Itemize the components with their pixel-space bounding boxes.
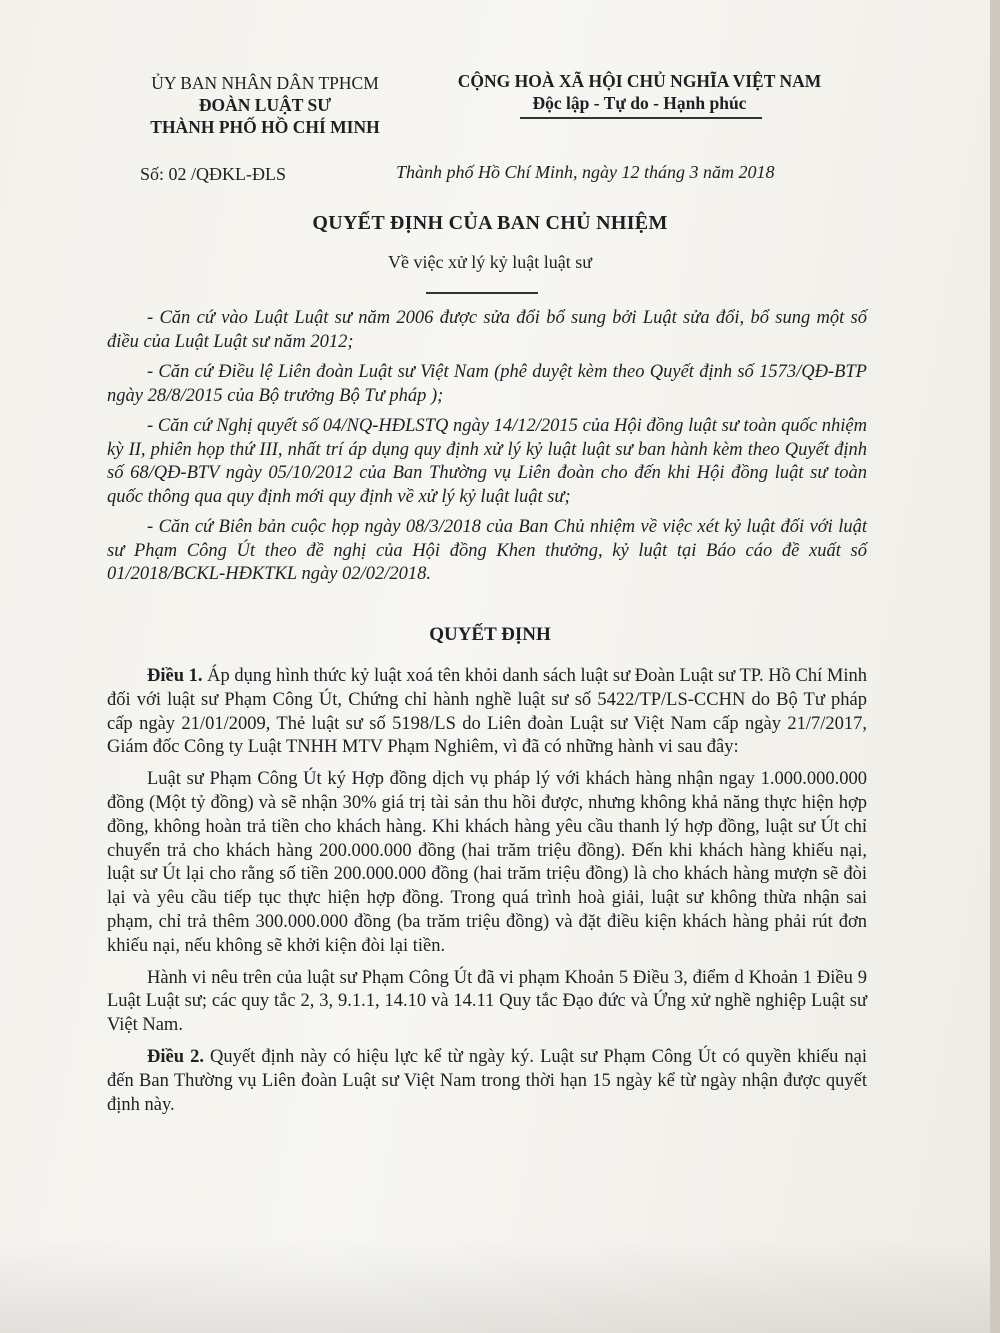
basis-2: - Căn cứ Điều lệ Liên đoàn Luật sư Việt Nam (phê duyệt kèm theo Quyết định số 1573/QĐ-BTP ngày 28/8/2015 của Bộ trưởng Bộ Tư pháp ); [107,362,867,406]
legal-bases [107,307,867,587]
motto-underline [520,117,762,119]
motto: Độc lập - Tự do - Hạnh phúc [532,93,747,113]
article-2-text: Quyết định này có hiệu lực kể từ ngày ký. Luật sư Phạm Công Út có quyền khiếu nại đến Ban Thường vụ Liên đoàn Luật sư Việt Nam trong thời hạn 15 ngày kể từ ngày nhận được quyết định này. [107,1046,868,1115]
article-1-text: Áp dụng hình thức kỷ luật xoá tên khỏi danh sách luật sư Đoàn Luật sư TP. Hồ Chí Minh đối với luật sư Phạm Công Út, Chứng chỉ hành nghề luật sư số 5422/TP/LS-CCHN do Bộ Tư pháp cấp ngày 21/01/2009, Thẻ luật sư số 5198/LS do Liên đoàn Luật sư Việt Nam cấp ngày 21/7/2017, Giám đốc Công ty Luật TNHH MTV Phạm Nghiêm, vì đã có những hành vi sau đây: [107,666,867,758]
page-shadow [0,1240,990,1333]
article-1 [107,665,867,760]
basis-1: - Căn cứ vào Luật Luật sư năm 2006 được sửa đổi bổ sung bởi Luật sửa đổi, bổ sung một số điều của Luật Luật sư năm 2012; [107,308,867,352]
country-name: CỘNG HOÀ XÃ HỘI CHỦ NGHĨA VIỆT NAM [457,71,822,91]
article-2 [107,1046,867,1117]
authority-line-1: ỦY BAN NHÂN DÂN TPHCM [151,73,379,93]
place-and-date: Thành phố Hồ Chí Minh, ngày 12 tháng 3 năm 2018 [396,162,775,182]
article-1-label: Điều 1. [147,666,203,686]
authority-line-3: THÀNH PHỐ HỒ CHÍ MINH [150,117,380,137]
basis-3: - Căn cứ Nghị quyết số 04/NQ-HĐLSTQ ngày 14/12/2015 của Hội đồng luật sư toàn quốc nhiệm kỳ II, phiên họp thứ III, nhất trí áp dụng quy định xử lý kỷ luật luật sư ban hành kèm theo Quyết định số 68/QĐ-BTV ngày 05/10/2012 của Ban Thường vụ Liên đoàn cho đến khi Hội đồng luật sư toàn quốc thông qua quy định mới quy định về xử lý kỷ luật luật sư; [107,416,867,507]
article-1-paragraph-3: Hành vi nêu trên của luật sư Phạm Công Út đã vi phạm Khoản 5 Điều 3, điểm d Khoản 1 Điều 9 Luật Luật sư; các quy tắc 2, 3, 9.1.1, 14.10 và 14.11 Quy tắc Đạo đức và Ứng xử nghề nghiệp Luật sư Việt Nam. [107,967,867,1036]
decision-heading: QUYẾT ĐỊNH [429,624,551,645]
article-2-label: Điều 2. [147,1046,204,1067]
authority-line-2: ĐOÀN LUẬT SƯ [198,95,332,115]
title-divider [426,292,538,294]
national-motto [452,70,827,114]
article-1-paragraph-2: Luật sư Phạm Công Út ký Hợp đồng dịch vụ pháp lý với khách hàng nhận ngay 1.000.000.000 đồng (Một tỷ đồng) và sẽ nhận 30% giá trị tài sản thu hồi được, nhưng không khả năng thực hiện hợp đồng, không hoàn trả tiền cho khách hàng. Khi khách hàng yêu cầu thanh lý hợp đồng, luật sư Út chỉ chuyển trả cho khách hàng 200.000.000 đồng (hai trăm triệu đồng). Đến khi khách hàng khiếu nại, luật sư Út lại cho rằng số tiền 200.000.000 đồng (hai trăm triệu đồng) là cho khách hàng mượn sẽ đòi lại và yêu cầu tiếp tục thực hiện hợp đồng. Trong quá trình hoà giải, luật sư không thừa nhận sai phạm, chỉ trả thêm 300.000.000 đồng (ba trăm triệu đồng) và đặt điều kiện khách hàng phải rút đơn khiếu nại, nếu không sẽ khởi kiện đòi lại tiền. [107,769,867,956]
articles [107,665,867,1117]
document-title: QUYẾT ĐỊNH CỦA BAN CHỦ NHIỆM [312,212,668,234]
basis-4: - Căn cứ Biên bản cuộc họp ngày 08/3/2018 của Ban Chủ nhiệm về việc xét kỷ luật đối với luật sư Phạm Công Út theo đề nghị của Hội đồng Khen thưởng, kỷ luật tại Báo cáo đề xuất số 01/2018/BCKL-HĐKTKL ngày 02/02/2018. [107,517,867,584]
document-number: Số: 02 /QĐKL-ĐLS [140,164,287,184]
document-subtitle: Về việc xử lý kỷ luật luật sư [388,252,592,272]
issuing-authority [110,72,420,138]
background-edge [990,0,1000,1333]
